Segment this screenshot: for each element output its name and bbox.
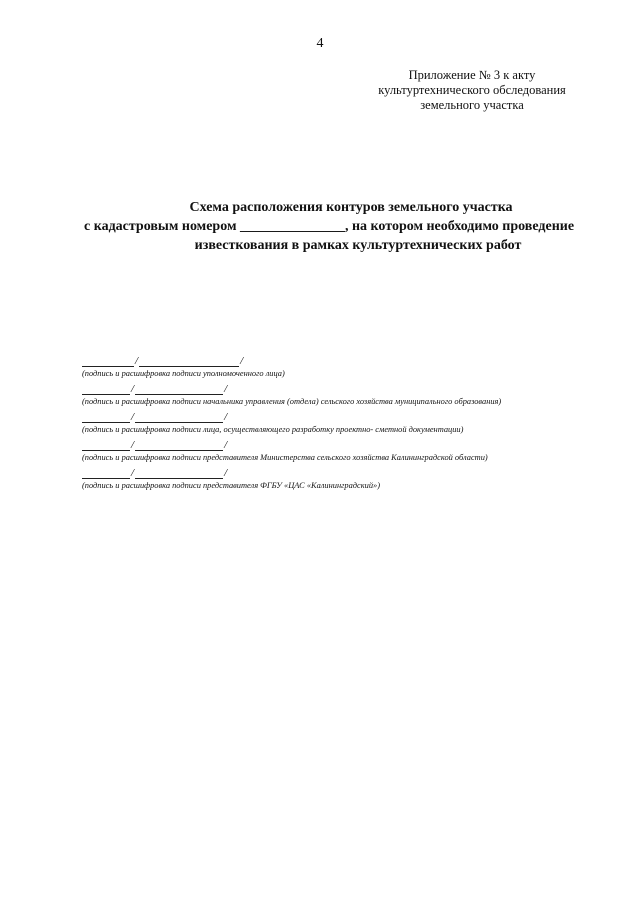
separator: / <box>224 439 228 451</box>
signature-lines <box>82 467 602 480</box>
separator: / <box>131 411 135 423</box>
separator: / <box>131 439 135 451</box>
signature-block-5 <box>82 467 602 492</box>
title-line-2: с кадастровым номером _______________, на котором необходимо проведение <box>84 219 575 234</box>
name-line <box>135 384 223 395</box>
signature-line <box>82 356 134 367</box>
separator: / <box>224 411 228 423</box>
signature-caption: (подпись и расшифровка подписи представителя Министерства сельского хозяйства Калининградской области) <box>82 453 488 462</box>
separator: / <box>224 383 228 395</box>
name-line <box>135 412 223 423</box>
name-line <box>135 440 223 451</box>
separator: / <box>131 383 135 395</box>
signature-lines <box>82 383 602 396</box>
appendix-line-3: земельного участка <box>420 98 524 112</box>
separator: / <box>135 355 139 367</box>
signature-block-1 <box>82 355 602 380</box>
signature-lines <box>82 355 602 368</box>
signature-block-4 <box>82 439 602 464</box>
appendix-line-1: Приложение № 3 к акту <box>408 68 536 82</box>
title-line-3: известкования в рамках культуртехнических работ <box>194 238 522 253</box>
title-line-1: Схема расположения контуров земельного участка <box>189 200 513 215</box>
appendix-line-2: культуртехнического обследования <box>378 83 566 97</box>
signature-caption: (подпись и расшифровка подписи представителя ФГБУ «ЦАС «Калининградский») <box>82 481 380 490</box>
signature-line <box>82 468 130 479</box>
signature-block-2 <box>82 383 602 408</box>
separator: / <box>240 355 244 367</box>
page-number: 4 <box>316 36 324 51</box>
signature-caption: (подпись и расшифровка подписи начальника управления (отдела) сельского хозяйства муниципального образования) <box>82 397 502 406</box>
signature-caption: (подпись и расшифровка подписи лица, осуществляющего разработку проектно- сметной документации) <box>82 425 464 434</box>
signature-lines <box>82 411 602 424</box>
separator: / <box>131 467 135 479</box>
signature-caption: (подпись и расшифровка подписи уполномоченного лица) <box>82 369 285 378</box>
signature-section <box>82 355 602 495</box>
name-line <box>135 468 223 479</box>
name-line <box>139 356 239 367</box>
appendix-header <box>352 68 592 113</box>
signature-lines <box>82 439 602 452</box>
signature-line <box>82 412 130 423</box>
document-title <box>60 198 640 255</box>
signature-line <box>82 440 130 451</box>
separator: / <box>224 467 228 479</box>
signature-line <box>82 384 130 395</box>
signature-block-3 <box>82 411 602 436</box>
